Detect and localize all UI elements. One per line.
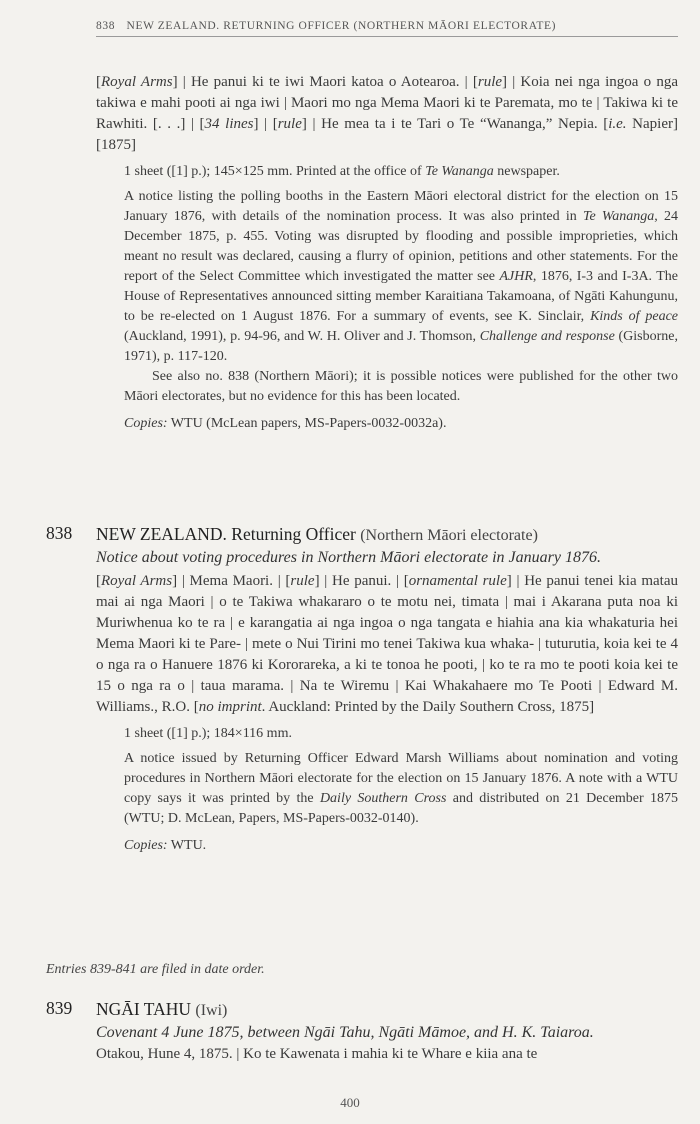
previous-entry-see-also: See also no. 838 (Northern Māori); it is possible notices were published for the other two Māori electorates, but no evidence for this has been located. [124,369,678,404]
previous-entry-physical-description: 1 sheet ([1] p.); 145×125 mm. Printed at the office of Te Wananga newspaper. [124,164,560,179]
running-head [96,20,678,37]
running-head-page-number: 838 [96,20,116,32]
entry-physical-description: 1 sheet ([1] p.); 184×116 mm. [124,726,292,741]
page-number: 400 [340,1095,360,1110]
entry-heading: NEW ZEALAND. Returning Officer (Northern Māori electorate) [96,524,538,544]
previous-entry-note: A notice listing the polling booths in the Eastern Māori electoral district for the election on 15 January 1876, with details of the nomination process. It was also printed in Te Wananga, 24 December 1875, p. 455. Voting was disrupted by flooding and possible improprieties, which meant no result was declared, causing a flurry of opinion, petitions and other statements. For the report of the Select Committee which investigated the matter see AJHR, 1876, I-3 and I-3A. The House of Representatives announced sitting member Karaitiana Takamoana, of Ngāti Kahungunu, to be re-elected on 1 August 1876. For a summary of events, see K. Sinclair, Kinds of peace (Auckland, 1991), p. 94-96, and W. H. Oliver and J. Thomson, Challenge and response (Gisborne, 1971), p. 117-120. [124,189,679,364]
previous-entry-title: [Royal Arms] | He panui ki te iwi Maori katoa o Aotearoa. | [rule] | Koia nei nga ingoa o nga takiwa e mahi pooti ai nga iwi | Maori mo nga Mema Maori ki te Paremata, mo te | Takiwa ki te Rawhiti. [. . .] | [34 lines] | [rule] | He mea ta i te Tari o Te “Wananga,” Nepia. [i.e. Napier] [1875] [96,74,678,153]
entry-839 [46,998,678,1065]
entry-number: 838 [46,523,73,543]
filed-order-note: Entries 839-841 are filed in date order. [46,962,265,977]
previous-entry-copies: Copies: WTU (McLean papers, MS-Papers-0032-0032a). [124,416,447,431]
entry-subtitle: Notice about voting procedures in Northern Māori electorate in January 1876. [96,549,601,566]
entry-note: A notice issued by Returning Officer Edward Marsh Williams about nomination and voting procedures in Northern Māori electorate for the election on 15 January 1876. A note with a WTU copy says it was printed by the Daily Southern Cross and distributed on 21 December 1875 (WTU; D. McLean, Papers, MS-Papers-0032-0140). [124,751,678,826]
running-head-text: NEW ZEALAND. RETURNING OFFICER (NORTHERN MĀORI ELECTORATE) [126,20,557,32]
entry-838 [46,523,678,856]
entry-copies: Copies: WTU. [124,838,207,853]
entry-transcribed-title: Otakou, Hune 4, 1875. | Ko te Kawenata i mahia ki te Whare e kiia ana te [96,1046,538,1062]
entry-subtitle: Covenant 4 June 1875, between Ngāi Tahu, Ngāti Māmoe, and H. K. Taiaroa. [96,1024,594,1041]
entry-heading: NGĀI TAHU (Iwi) [96,999,228,1019]
entry-number: 839 [46,998,73,1018]
previous-entry [96,72,678,434]
entry-transcribed-title: [Royal Arms] | Mema Maori. | [rule] | He panui. | [ornamental rule] | He panui tenei kia matau mai ai nga Maori | o te Takiwa whakararo o te motu nei, timata | mai i Akarana puta noa ki Muriwhenua ko te ra | e karangatia ai nga ingoa o nga tangata e hiahia ana kia whakaturia hei Mema Maori ki te Pare- | mete o Nui Tirini mo tenei Takiwa kua whaka- | tuturutia, koia kei te 4 o nga ra o Hanuere 1876 ki Kororareka, a ki te tonoa he pooti, | ko te ra mo te pooti koia kei te 15 o nga ra o | taua marama. | Na te Wiremu | Kai Whakahaere mo Te Pooti | Edward M. Williams., R.O. [no imprint. Auckland: Printed by the Daily Southern Cross, 1875] [96,573,678,715]
